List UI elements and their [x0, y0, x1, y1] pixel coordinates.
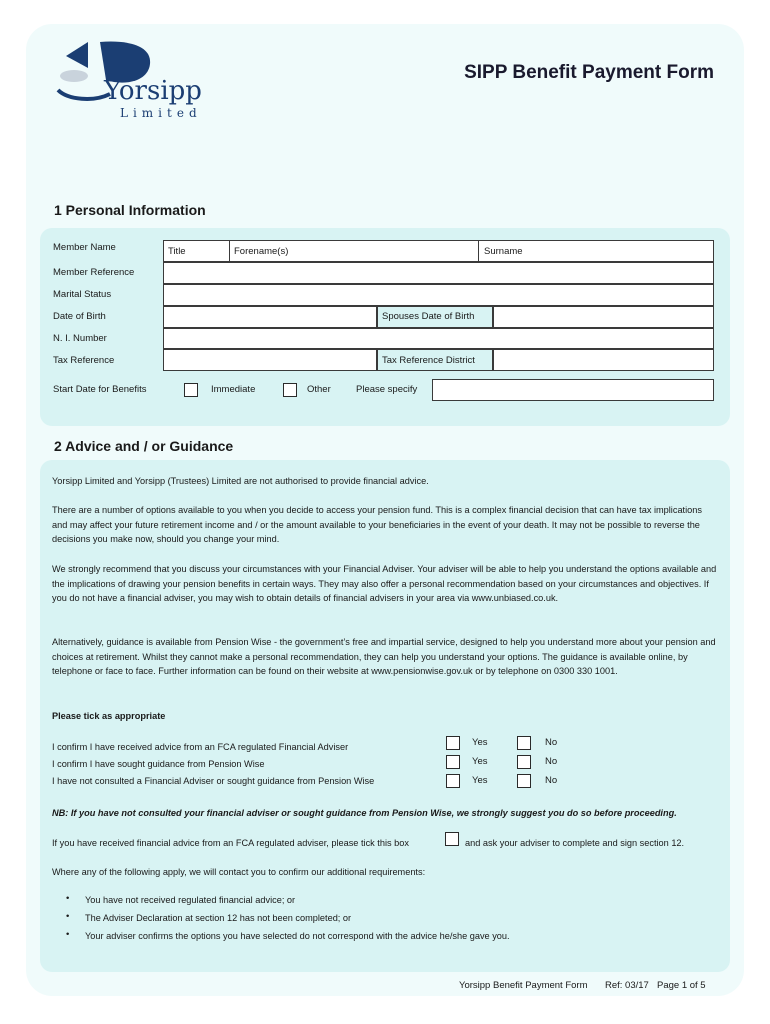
confirmation-3-label: I have not consulted a Financial Adviser or sought guidance from Pension Wise: [52, 776, 375, 786]
pension-wise-text: Alternatively, guidance is available from Pension Wise - the government’s free and impartial service, designed to help you understand more about your pension and choices at retirement. Whilst they cannot make a personal recommendation, they can help you understand your options. The guidance is available online, by telephone or face to face. Further information can be found on their website at www.pensionwise.gov.uk or by telephone on 0300 330 1001.: [52, 637, 716, 676]
recommend-text: We strongly recommend that you discuss your circumstances with your Financial Adviser. Your adviser will be able to help you understand the options available and the implications of drawing your pension benefits in certain ways. They may also offer a personal recommendation based on your circumstances and objectives. If you do not have a financial adviser, you may wish to obtain details of financial advisers in your area via www.unbiased.co.uk.: [52, 564, 717, 603]
immediate-checkbox[interactable]: [184, 383, 198, 397]
logo-name: Yorsipp: [104, 76, 202, 106]
confirm-1-no-checkbox[interactable]: [517, 736, 531, 750]
bullet-icon: •: [66, 929, 70, 940]
date-of-birth-field[interactable]: [163, 306, 377, 328]
confirm-1-yes-checkbox[interactable]: [446, 736, 460, 750]
tax-reference-label: Tax Reference: [53, 355, 115, 366]
forenames-label: Forename(s): [234, 246, 289, 257]
logo-subtitle: Limited: [120, 106, 202, 120]
marital-status-label: Marital Status: [53, 289, 112, 300]
options-text: There are a number of options available to you when you decide to access your pension fund. This is a complex financial decision that can have tax implications and may affect your future retirement income and / or the amount available to your beneficiaries in the event of your death. It may not be possible to reverse the decisions you make now, should you change your mind.: [52, 505, 702, 544]
spouses-dob-field[interactable]: [493, 306, 714, 328]
no-label: No: [545, 737, 558, 748]
confirm-2-no-checkbox[interactable]: [517, 755, 531, 769]
footer-form-name: Yorsipp Benefit Payment Form: [459, 980, 588, 991]
page-title: SIPP Benefit Payment Form: [464, 62, 714, 83]
confirm-3-no-checkbox[interactable]: [517, 774, 531, 788]
section-2-heading: 2 Advice and / or Guidance: [54, 438, 234, 454]
yes-label: Yes: [472, 756, 488, 767]
fca-advice-checkbox[interactable]: [445, 832, 459, 846]
title-label: Title: [168, 246, 186, 257]
ni-number-label: N. I. Number: [53, 333, 107, 344]
start-date-label: Start Date for Benefits: [53, 384, 147, 395]
tax-reference-field[interactable]: [163, 349, 377, 371]
member-reference-label: Member Reference: [53, 267, 135, 278]
confirm-3-yes-checkbox[interactable]: [446, 774, 460, 788]
tick-heading: Please tick as appropriate: [52, 711, 166, 721]
spouses-dob-cell: [377, 306, 493, 328]
no-label: No: [545, 756, 558, 767]
spouses-dob-label: Spouses Date of Birth: [382, 311, 475, 322]
bullet-3: Your adviser confirms the options you have selected do not correspond with the advice he/she gave you.: [85, 931, 510, 941]
fca-line-end: and ask your adviser to complete and sign section 12.: [465, 838, 685, 848]
yes-label: Yes: [472, 775, 488, 786]
bullet-2: The Adviser Declaration at section 12 has not been completed; or: [85, 913, 352, 923]
footer-page: Page 1 of 5: [657, 980, 706, 991]
please-specify-label: Please specify: [356, 384, 418, 395]
bullet-icon: •: [66, 911, 70, 922]
section-1-heading: 1 Personal Information: [54, 202, 206, 218]
please-specify-field[interactable]: [432, 379, 714, 401]
other-checkbox[interactable]: [283, 383, 297, 397]
no-label: No: [545, 775, 558, 786]
date-of-birth-label: Date of Birth: [53, 311, 106, 322]
confirmation-2-label: I confirm I have sought guidance from Pension Wise: [52, 759, 265, 769]
tax-district-label: Tax Reference District: [382, 355, 475, 366]
nb-text: NB: If you have not consulted your financial adviser or sought guidance from Pension Wise, we strongly suggest you do so before proceeding.: [52, 808, 677, 818]
where-any-text: Where any of the following apply, we will contact you to confirm our additional requirements:: [52, 867, 426, 877]
yes-label: Yes: [472, 737, 488, 748]
other-label: Other: [307, 384, 331, 395]
tax-district-field[interactable]: [493, 349, 714, 371]
marital-status-field[interactable]: [163, 284, 714, 306]
ni-number-field[interactable]: [163, 328, 714, 349]
divider: [478, 240, 479, 262]
bullet-icon: •: [66, 893, 70, 904]
fca-line-start: If you have received financial advice from an FCA regulated adviser, please tick this box: [52, 838, 409, 848]
immediate-label: Immediate: [211, 384, 256, 395]
surname-label: Surname: [484, 246, 523, 257]
bullet-1: You have not received regulated financial advice; or: [85, 895, 296, 905]
member-name-label: Member Name: [53, 242, 116, 253]
divider: [229, 240, 230, 262]
footer-ref: Ref: 03/17: [605, 980, 649, 991]
confirm-2-yes-checkbox[interactable]: [446, 755, 460, 769]
member-reference-field[interactable]: [163, 262, 714, 284]
confirmation-1-label: I confirm I have received advice from an FCA regulated Financial Adviser: [52, 742, 349, 752]
not-authorised-text: Yorsipp Limited and Yorsipp (Trustees) Limited are not authorised to provide financial advice.: [52, 476, 429, 486]
